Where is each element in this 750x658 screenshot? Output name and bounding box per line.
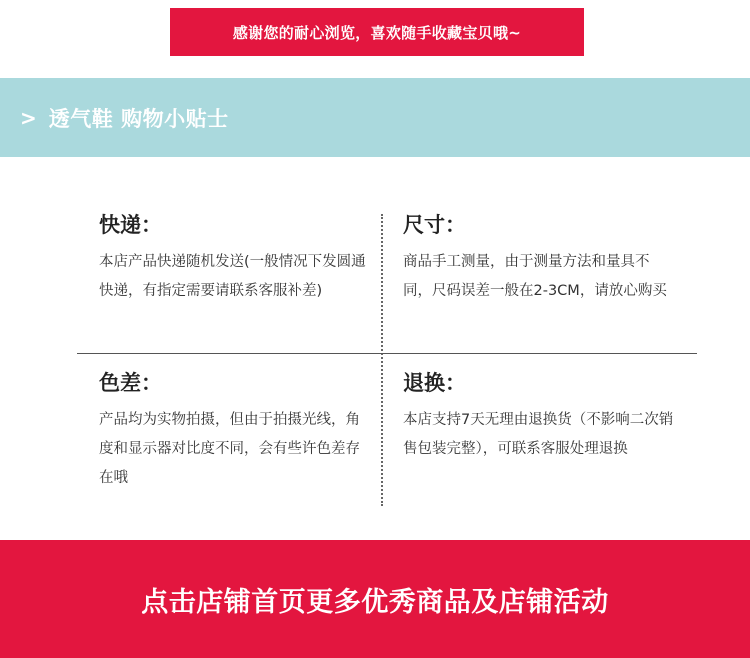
tip-size-heading: 尺寸： <box>403 213 466 237</box>
tips-grid <box>77 200 697 510</box>
tip-size <box>403 212 673 306</box>
tip-color-diff-body: 产品均为实物拍摄，但由于拍摄光线，角度和显示器对比度不同，会有些许色差存在哦 <box>99 412 360 486</box>
tip-size-body: 商品手工测量，由于测量方法和量具不同，尺码误差一般在2-3CM，请放心购买 <box>403 254 667 299</box>
shop-home-link-banner[interactable] <box>0 540 750 658</box>
tip-returns <box>403 370 677 464</box>
tip-delivery-heading: 快递： <box>99 213 162 237</box>
vertical-divider <box>381 214 383 506</box>
tips-header <box>0 78 750 157</box>
chevron-right-icon: > <box>20 105 37 130</box>
tip-delivery <box>99 212 373 306</box>
tip-color-diff <box>99 370 373 493</box>
tips-header-title: 透气鞋 购物小贴士 <box>48 106 229 131</box>
tip-color-diff-heading: 色差： <box>99 371 162 395</box>
shop-home-link-text[interactable]: 点击店铺首页更多优秀商品及店铺活动 <box>141 586 609 618</box>
tip-returns-body: 本店支持7天无理由退换货（不影响二次销售包装完整），可联系客服处理退换 <box>403 412 674 457</box>
thanks-banner <box>170 8 584 56</box>
tip-returns-heading: 退换： <box>403 371 466 395</box>
thanks-banner-text: 感谢您的耐心浏览，喜欢随手收藏宝贝哦~ <box>232 23 522 42</box>
tip-delivery-body: 本店产品快递随机发送(一般情况下发圆通快递，有指定需要请联系客服补差) <box>99 254 366 299</box>
horizontal-divider <box>77 353 697 354</box>
